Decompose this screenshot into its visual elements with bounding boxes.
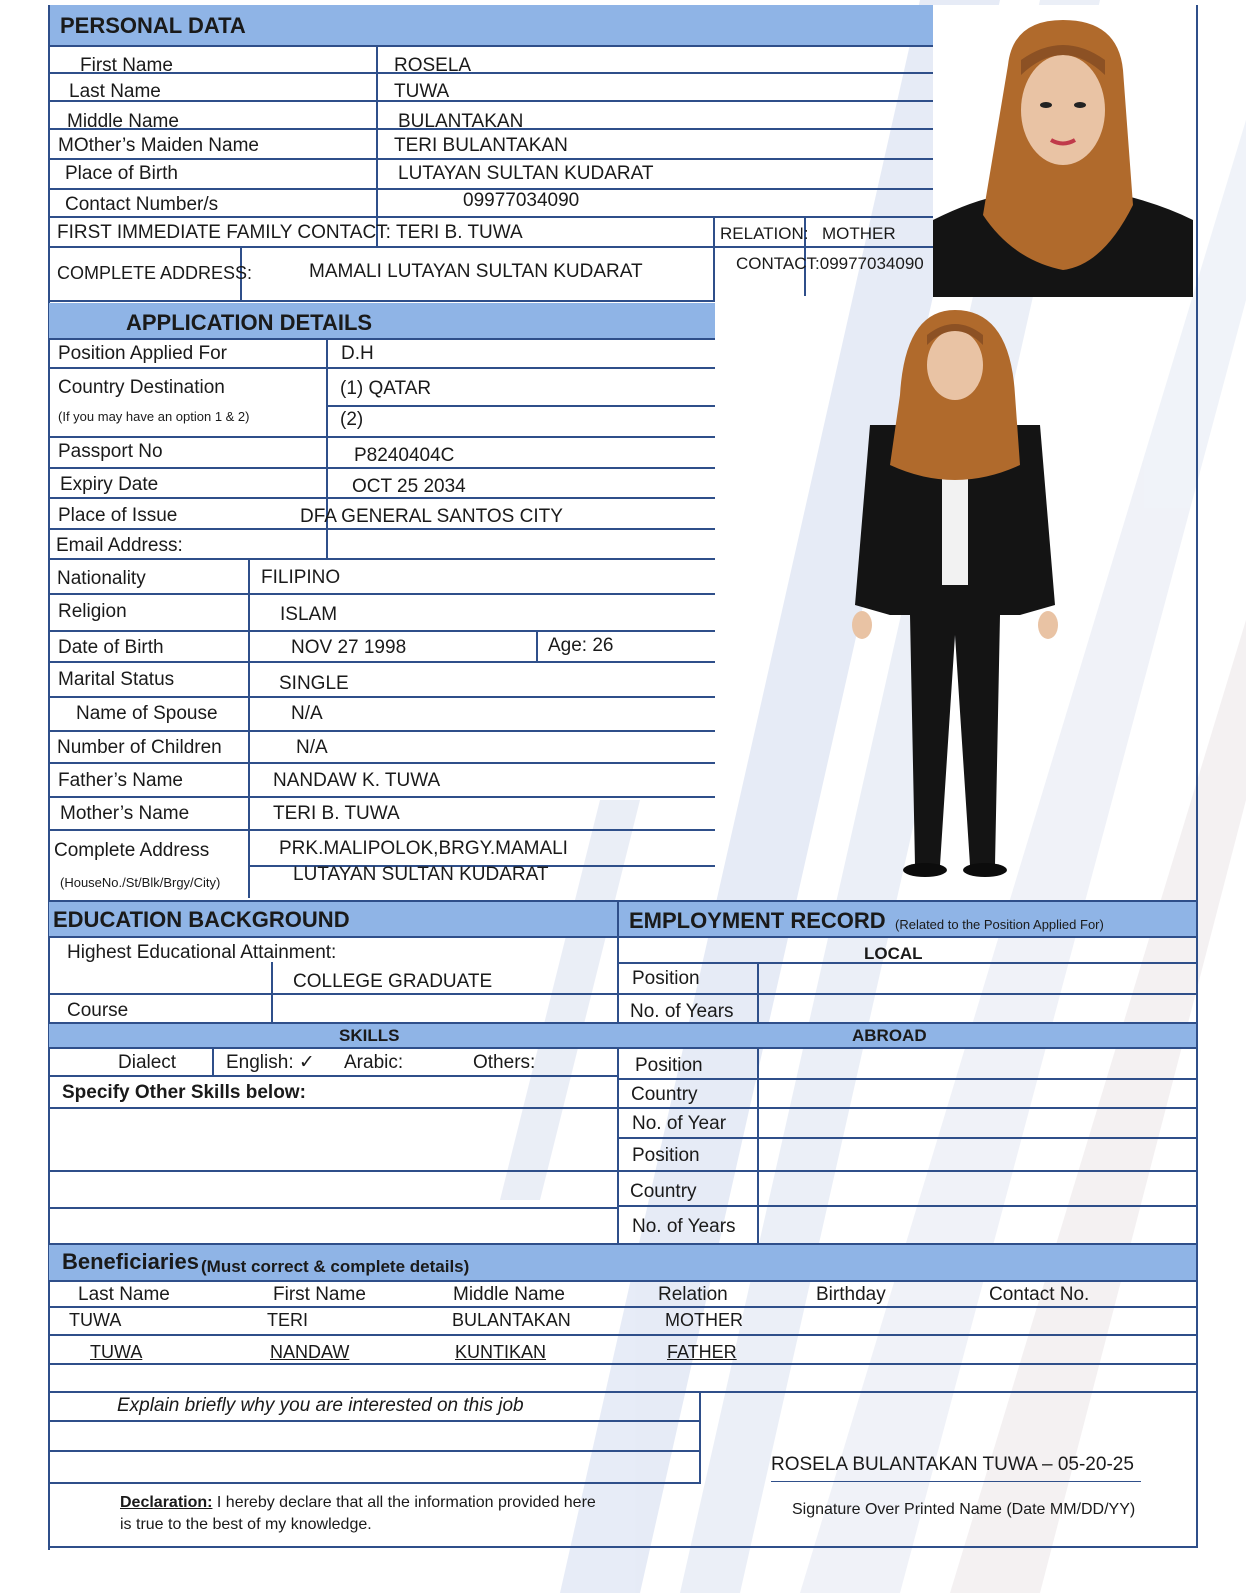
abroad-country-1-label: Country — [631, 1084, 698, 1105]
arabic-skill: Arabic: — [344, 1052, 404, 1073]
relation-label: RELATION: — [720, 224, 809, 243]
passport-label: Passport No — [58, 441, 163, 462]
other-skills-label: Specify Other Skills below: — [62, 1082, 306, 1103]
middle-name-label: Middle Name — [67, 111, 179, 132]
highest-education-value: COLLEGE GRADUATE — [293, 971, 493, 992]
issue-label: Place of Issue — [58, 505, 178, 526]
last-name-label: Last Name — [69, 81, 161, 102]
first-name-label: First Name — [80, 55, 173, 76]
father-value: NANDAW K. TUWA — [273, 770, 441, 791]
complete-address-note: (HouseNo./St/Blk/Brgy/City) — [60, 875, 221, 890]
complete-address-line-2: LUTAYAN SULTAN KUDARAT — [293, 864, 549, 885]
address-value: MAMALI LUTAYAN SULTAN KUDARAT — [309, 261, 643, 282]
spouse-value: N/A — [291, 703, 323, 724]
mothers-maiden-value: TERI BULANTAKAN — [394, 135, 568, 156]
expiry-label: Expiry Date — [60, 474, 159, 495]
declaration-text-1: I hereby declare that all the information provided here — [212, 1494, 596, 1511]
family-contact-label: FIRST IMMEDIATE FAMILY CONTACT: — [57, 222, 391, 243]
beneficiary-col-first-name: First Name — [273, 1284, 366, 1305]
children-label: Number of Children — [57, 737, 222, 758]
religion-label: Religion — [58, 601, 127, 622]
country-option-2: (2) — [340, 409, 364, 430]
signature-name: ROSELA BULANTAKAN TUWA – 05-20-25 — [771, 1454, 1134, 1475]
abroad-position-2-label: Position — [632, 1145, 700, 1166]
marital-label: Marital Status — [58, 669, 175, 690]
expiry-value: OCT 25 2034 — [352, 476, 466, 497]
contact-number-label: Contact Number/s — [65, 194, 219, 215]
application-details-title: APPLICATION DETAILS — [126, 310, 373, 335]
declaration-label: Declaration: — [120, 1494, 213, 1511]
dob-value: NOV 27 1998 — [291, 637, 407, 658]
beneficiary-col-middle-name: Middle Name — [453, 1284, 565, 1305]
headshot-photo — [933, 5, 1193, 297]
country-note: (If you may have an option 1 & 2) — [58, 409, 250, 424]
dialect-label: Dialect — [118, 1052, 177, 1073]
abroad-year-1-label: No. of Year — [632, 1113, 727, 1134]
mother-label: Mother’s Name — [60, 803, 190, 824]
beneficiary-col-last-name: Last Name — [78, 1284, 170, 1305]
beneficiary-2-first-name: NANDAW — [270, 1342, 350, 1362]
skills-title: SKILLS — [339, 1026, 400, 1045]
employment-title: EMPLOYMENT RECORD — [629, 908, 886, 933]
last-name-value: TUWA — [394, 81, 450, 102]
course-label: Course — [67, 1000, 129, 1021]
beneficiaries-title: Beneficiaries — [62, 1249, 199, 1274]
nationality-value: FILIPINO — [261, 567, 341, 588]
beneficiary-col-relation: Relation — [658, 1284, 728, 1305]
country-option-1: (1) QATAR — [340, 378, 432, 399]
family-contact-value: TERI B. TUWA — [396, 222, 523, 243]
religion-value: ISLAM — [280, 604, 338, 625]
email-label: Email Address: — [56, 535, 183, 556]
others-skill: Others: — [473, 1052, 536, 1073]
english-skill: English: ✓ — [226, 1052, 315, 1073]
complete-address-line-1: PRK.MALIPOLOK,BRGY.MAMALI — [279, 838, 568, 859]
country-label: Country Destination — [58, 377, 225, 398]
abroad-years-2-label: No. of Years — [632, 1216, 736, 1237]
personal-data-title: PERSONAL DATA — [60, 13, 246, 38]
mothers-maiden-label: MOther’s Maiden Name — [58, 135, 259, 156]
highest-education-label: Highest Educational Attainment: — [67, 942, 337, 963]
education-title: EDUCATION BACKGROUND — [53, 907, 350, 932]
full-body-photo — [830, 305, 1080, 895]
mother-value: TERI B. TUWA — [273, 803, 400, 824]
position-label: Position Applied For — [58, 343, 227, 364]
relation-value: MOTHER — [822, 224, 896, 243]
abroad-label: ABROAD — [852, 1026, 927, 1045]
abroad-country-2-label: Country — [630, 1181, 697, 1202]
contact-number-value: 09977034090 — [463, 190, 580, 211]
beneficiary-2-relation: FATHER — [667, 1342, 737, 1362]
declaration — [120, 1492, 596, 1514]
contact-2-value: CONTACT:09977034090 — [736, 254, 924, 273]
employment-note: (Related to the Position Applied For) — [895, 917, 1104, 932]
father-label: Father’s Name — [58, 770, 183, 791]
complete-address-label: Complete Address — [54, 840, 210, 861]
age-value: Age: 26 — [548, 635, 614, 656]
beneficiary-1-relation: MOTHER — [665, 1310, 743, 1330]
explain-label: Explain briefly why you are interested on this job — [117, 1395, 524, 1416]
spouse-label: Name of Spouse — [76, 703, 218, 724]
place-birth-label: Place of Birth — [65, 163, 178, 184]
position-value: D.H — [341, 343, 374, 364]
local-label: LOCAL — [864, 944, 923, 963]
local-position-label: Position — [632, 968, 700, 989]
local-years-label: No. of Years — [630, 1001, 734, 1022]
beneficiary-1-first-name: TERI — [267, 1310, 309, 1330]
first-name-value: ROSELA — [394, 55, 472, 76]
place-birth-value: LUTAYAN SULTAN KUDARAT — [398, 163, 654, 184]
beneficiaries-note: (Must correct & complete details) — [201, 1257, 470, 1276]
beneficiary-2-middle-name: KUNTIKAN — [455, 1342, 547, 1362]
abroad-position-1-label: Position — [635, 1055, 703, 1076]
middle-name-value: BULANTAKAN — [398, 111, 524, 132]
children-value: N/A — [296, 737, 328, 758]
passport-value: P8240404C — [354, 445, 455, 466]
beneficiary-2-last-name: TUWA — [90, 1342, 143, 1362]
marital-value: SINGLE — [279, 673, 349, 694]
dob-label: Date of Birth — [58, 637, 164, 658]
signature-label: Signature Over Printed Name (Date MM/DD/YY) — [792, 1501, 1136, 1518]
skills-header-bar — [49, 1024, 1198, 1047]
beneficiary-1-middle-name: BULANTAKAN — [452, 1310, 571, 1330]
beneficiary-col-birthday: Birthday — [816, 1284, 886, 1305]
issue-value: DFA GENERAL SANTOS CITY — [300, 506, 563, 527]
nationality-label: Nationality — [57, 568, 146, 589]
beneficiary-1-last-name: TUWA — [69, 1310, 122, 1330]
declaration-text-2: is true to the best of my knowledge. — [120, 1516, 372, 1533]
beneficiary-col-contact: Contact No. — [989, 1284, 1090, 1305]
address-label: COMPLETE ADDRESS: — [57, 263, 253, 283]
